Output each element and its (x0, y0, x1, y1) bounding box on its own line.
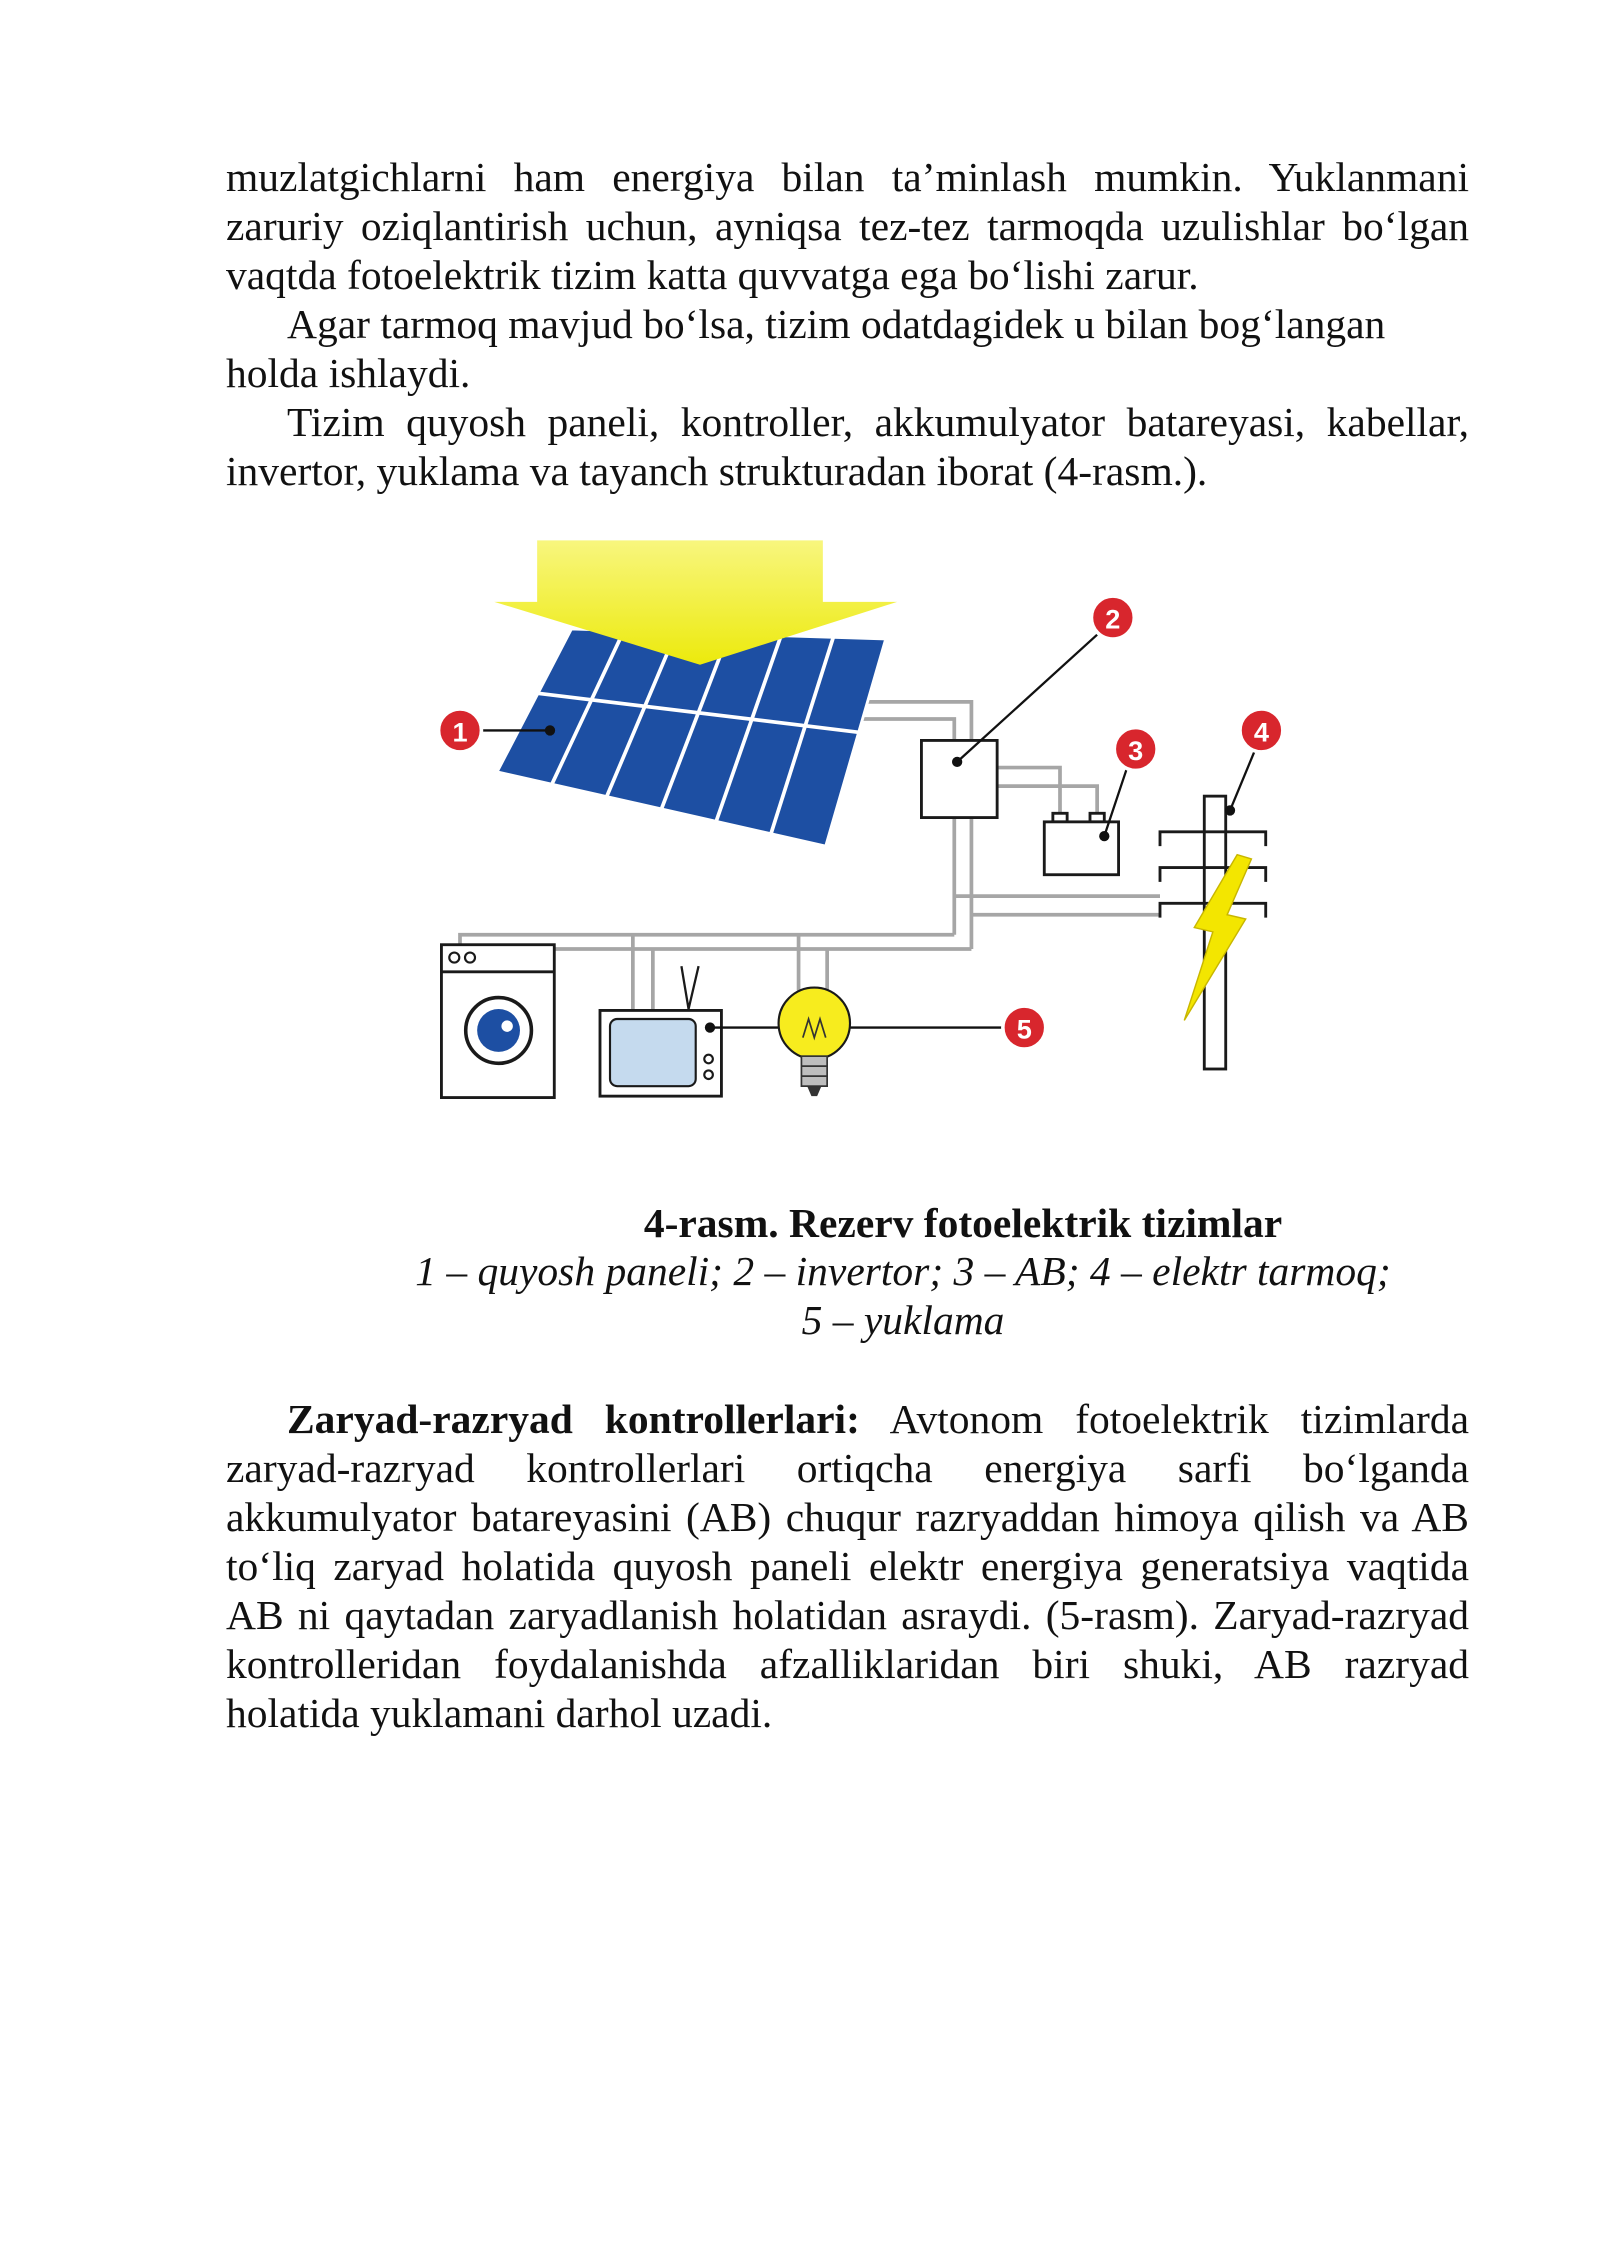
washing-machine-drum (477, 1009, 520, 1052)
figure-caption-title: 4-rasm. Rezerv fotoelektrik tizimlar (643, 1200, 1283, 1246)
bulb-glass (779, 988, 850, 1059)
paragraph-2 (226, 300, 1469, 398)
callout-number: 5 (1016, 1013, 1032, 1045)
light-bulb-icon (779, 988, 850, 1097)
paragraph-4 (226, 1395, 1469, 1738)
paragraph-3 (226, 398, 1469, 496)
figure-caption-legend-line: 1 – quyosh paneli; 2 – invertor; 3 – AB; 4 – elektr tarmoq; (415, 1248, 1391, 1294)
text-line: muzlatgichlarni ham energiya bilan ta’minlash mumkin. Yuklanmani (226, 154, 1469, 200)
text-block-top (226, 153, 1469, 496)
text-line: zaryad-razryad kontrollerlari ortiqcha energiya sarfi bo‘lganda (226, 1445, 1469, 1491)
text-line: akkumulyator batareyasini (AB) chuqur razryaddan himoya qilish va AB (226, 1494, 1469, 1540)
leader-line-4 (1230, 752, 1254, 811)
text-line: holda ishlaydi. (226, 350, 471, 396)
callout-number: 4 (1253, 716, 1269, 748)
leader-dot (545, 725, 555, 735)
text-line: AB ni qaytadan zaryadlanish holatidan asraydi. (5-rasm). Zaryad-razryad (226, 1592, 1469, 1638)
washing-machine-highlight (501, 1020, 512, 1031)
leader-line-2 (957, 635, 1097, 762)
text-line: holatida yuklamani darhol uzadi. (226, 1690, 773, 1736)
power-pole-icon (1160, 796, 1266, 1069)
washing-machine-knob (449, 953, 459, 963)
callout-number: 3 (1128, 734, 1144, 766)
paragraph-1 (226, 153, 1469, 300)
callout-1 (439, 709, 482, 752)
callout-4 (1240, 709, 1283, 752)
wire-load-bus (460, 935, 954, 945)
text-line: to‘liq zaryad holatida quyosh paneli elektr energiya generatsiya vaqtida (226, 1543, 1469, 1589)
text-line: kontrolleridan foydalanishda afzalliklaridan biri shuki, AB razryad (226, 1641, 1469, 1687)
text-line (226, 1395, 1469, 1444)
callout-2 (1091, 596, 1134, 639)
tv-knob (704, 1070, 713, 1079)
text-line: Tizim quyosh paneli, kontroller, akkumulyator batareyasi, kabellar, (287, 399, 1469, 445)
wire-inverter-to-battery (997, 768, 1060, 814)
leader-dot (952, 757, 962, 767)
bold-lead-in: Zaryad-razryad kontrollerlari: (287, 1396, 860, 1442)
text-block-bottom (226, 1395, 1469, 1738)
tv-icon (600, 966, 721, 1096)
bulb-tip (807, 1086, 821, 1096)
text-run: Avtonom fotoelektrik tizimlarda (889, 1396, 1469, 1442)
figure-caption-legend-line: 5 – yuklama (801, 1297, 1005, 1343)
washing-machine-icon (441, 945, 554, 1098)
callout-3 (1114, 728, 1157, 771)
leader-dot (1225, 805, 1235, 815)
callout-number: 1 (452, 716, 468, 748)
wire-inverter-to-battery (997, 786, 1097, 813)
battery-icon (1044, 813, 1118, 874)
text-line: invertor, yuklama va tayanch strukturadan iborat (4-rasm.). (226, 448, 1208, 494)
bulb-base (801, 1056, 827, 1086)
text-line: vaqtda fotoelektrik tizim katta quvvatga ega bo‘lishi zarur. (226, 252, 1199, 298)
tv-screen (610, 1019, 696, 1086)
callout-5 (1003, 1006, 1046, 1049)
leader-dot (1099, 831, 1109, 841)
inverter-box (921, 740, 997, 817)
wire-panel-to-inverter (857, 719, 954, 740)
leader-dot (705, 1022, 715, 1032)
text-line: zaruriy oziqlantirish uchun, ayniqsa tez-tez tarmoqda uzulishlar bo‘lgan (226, 203, 1469, 249)
washing-machine-knob (465, 953, 475, 963)
callout-number: 2 (1105, 603, 1121, 635)
tv-knob (704, 1055, 713, 1064)
figure-backup-pv-system (420, 529, 1300, 1109)
text-line: Agar tarmoq mavjud bo‘lsa, tizim odatdagidek u bilan bog‘langan (287, 301, 1386, 347)
tv-antenna (681, 966, 698, 1009)
